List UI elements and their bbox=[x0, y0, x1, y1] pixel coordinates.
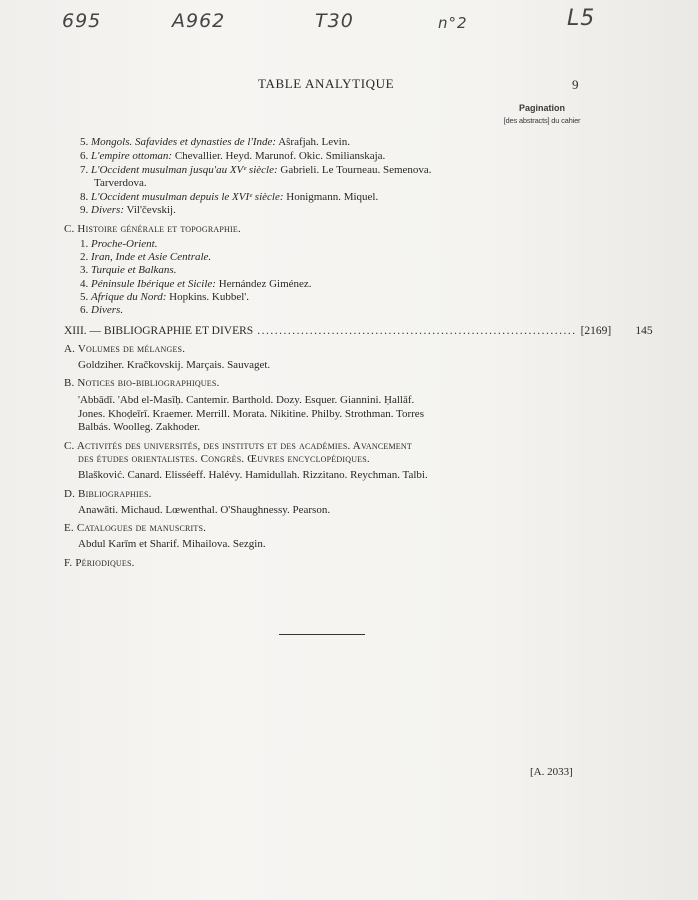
section-xiii-code: [2169] bbox=[580, 325, 612, 337]
stamp-title: Pagination bbox=[518, 103, 565, 113]
subsection-authors: Abdul Karīm et Sharif. Mihailova. Sezgin. bbox=[78, 538, 266, 550]
stamp-subtitle: [des abstracts] du cahier bbox=[503, 116, 581, 125]
list-item: 6. L'empire ottoman: Chevallier. Heyd. Marunof. Okic. Smilianskaja. bbox=[80, 150, 386, 162]
handwritten-note-1: 695 bbox=[62, 10, 102, 32]
list-item-continuation: Tarverdova. bbox=[94, 177, 147, 189]
subsection-heading: E. Catalogues de manuscrits. bbox=[64, 522, 207, 534]
section-xiii-entry bbox=[64, 325, 653, 337]
subsection-heading: A. Volumes de mélanges. bbox=[64, 343, 186, 355]
list-item: 9. Divers: Vil'čevskij. bbox=[80, 204, 176, 216]
list-item: 4. Péninsule Ibérique et Sicile: Hernández Giménez. bbox=[80, 278, 312, 290]
subsection-authors: 'Abbādī. 'Abd el-Masīḥ. Cantemir. Barthold. Dozy. Esquer. Giannini. Ḥallāf. bbox=[78, 394, 415, 406]
subsection-authors: Jones. Khoḍeīrī. Kraemer. Merrill. Morata. Nikitine. Philby. Strothman. Torres bbox=[78, 408, 424, 420]
subsection-heading: B. Notices bio-bibliographiques. bbox=[64, 377, 220, 389]
subsection-authors: Balbás. Woolleg. Zakhoder. bbox=[78, 421, 201, 433]
page-number: 9 bbox=[572, 77, 579, 92]
section-xiii-title: XIII. — BIBLIOGRAPHIE ET DIVERS bbox=[64, 325, 254, 337]
subsection-authors: Anawāti. Michaud. Lœwenthal. O'Shaughnessy. Pearson. bbox=[78, 504, 331, 516]
running-head: TABLE ANALYTIQUE bbox=[258, 76, 395, 91]
divider bbox=[279, 634, 365, 635]
handwritten-note-3: T30 bbox=[315, 10, 354, 32]
list-item: 6. Divers. bbox=[80, 304, 124, 316]
subsection-heading: F. Périodiques. bbox=[64, 557, 135, 569]
handwritten-note-4: n°2 bbox=[438, 14, 468, 32]
list-item: 7. L'Occident musulman jusqu'au XVᵉ siècle: Gabrieli. Le Tourneau. Semenova. bbox=[80, 164, 432, 176]
subsection-authors: Blašković. Canard. Elisséeff. Halévy. Hamidullah. Rizzitano. Reychman. Talbi. bbox=[78, 469, 428, 481]
section-heading: C. Histoire générale et topographie. bbox=[64, 223, 241, 235]
subsection-heading: D. Bibliographies. bbox=[64, 488, 152, 500]
list-item: 5. Afrique du Nord: Hopkins. Kubbel'. bbox=[80, 291, 250, 303]
list-item: 8. L'Occident musulman depuis le XVIᵉ siècle: Honigmann. Miquel. bbox=[80, 191, 379, 203]
list-item: 2. Iran, Inde et Asie Centrale. bbox=[80, 251, 212, 263]
handwritten-note-2: A962 bbox=[172, 10, 226, 32]
subsection-heading: C. Activités des universités, des instituts et des académies. Avancement bbox=[64, 440, 412, 452]
section-xiii-page: 145 bbox=[635, 325, 653, 337]
list-item: 1. Proche-Orient. bbox=[80, 238, 158, 250]
handwritten-note-5: L5 bbox=[567, 6, 596, 31]
list-item: 5. Mongols. Safavides et dynasties de l'Inde: Aŝrafjah. Levin. bbox=[80, 136, 350, 148]
pagination-stamp bbox=[500, 103, 584, 125]
dot-leader: ......................................................................... bbox=[257, 325, 577, 337]
subsection-authors: Goldziher. Kračkovskij. Marçais. Sauvaget. bbox=[78, 359, 271, 371]
subsection-heading-cont: des études orientalistes. Congrès. Œuvres encyclopédiques. bbox=[78, 453, 370, 465]
footer-reference: [A. 2033] bbox=[530, 766, 573, 778]
list-item: 3. Turquie et Balkans. bbox=[80, 264, 177, 276]
